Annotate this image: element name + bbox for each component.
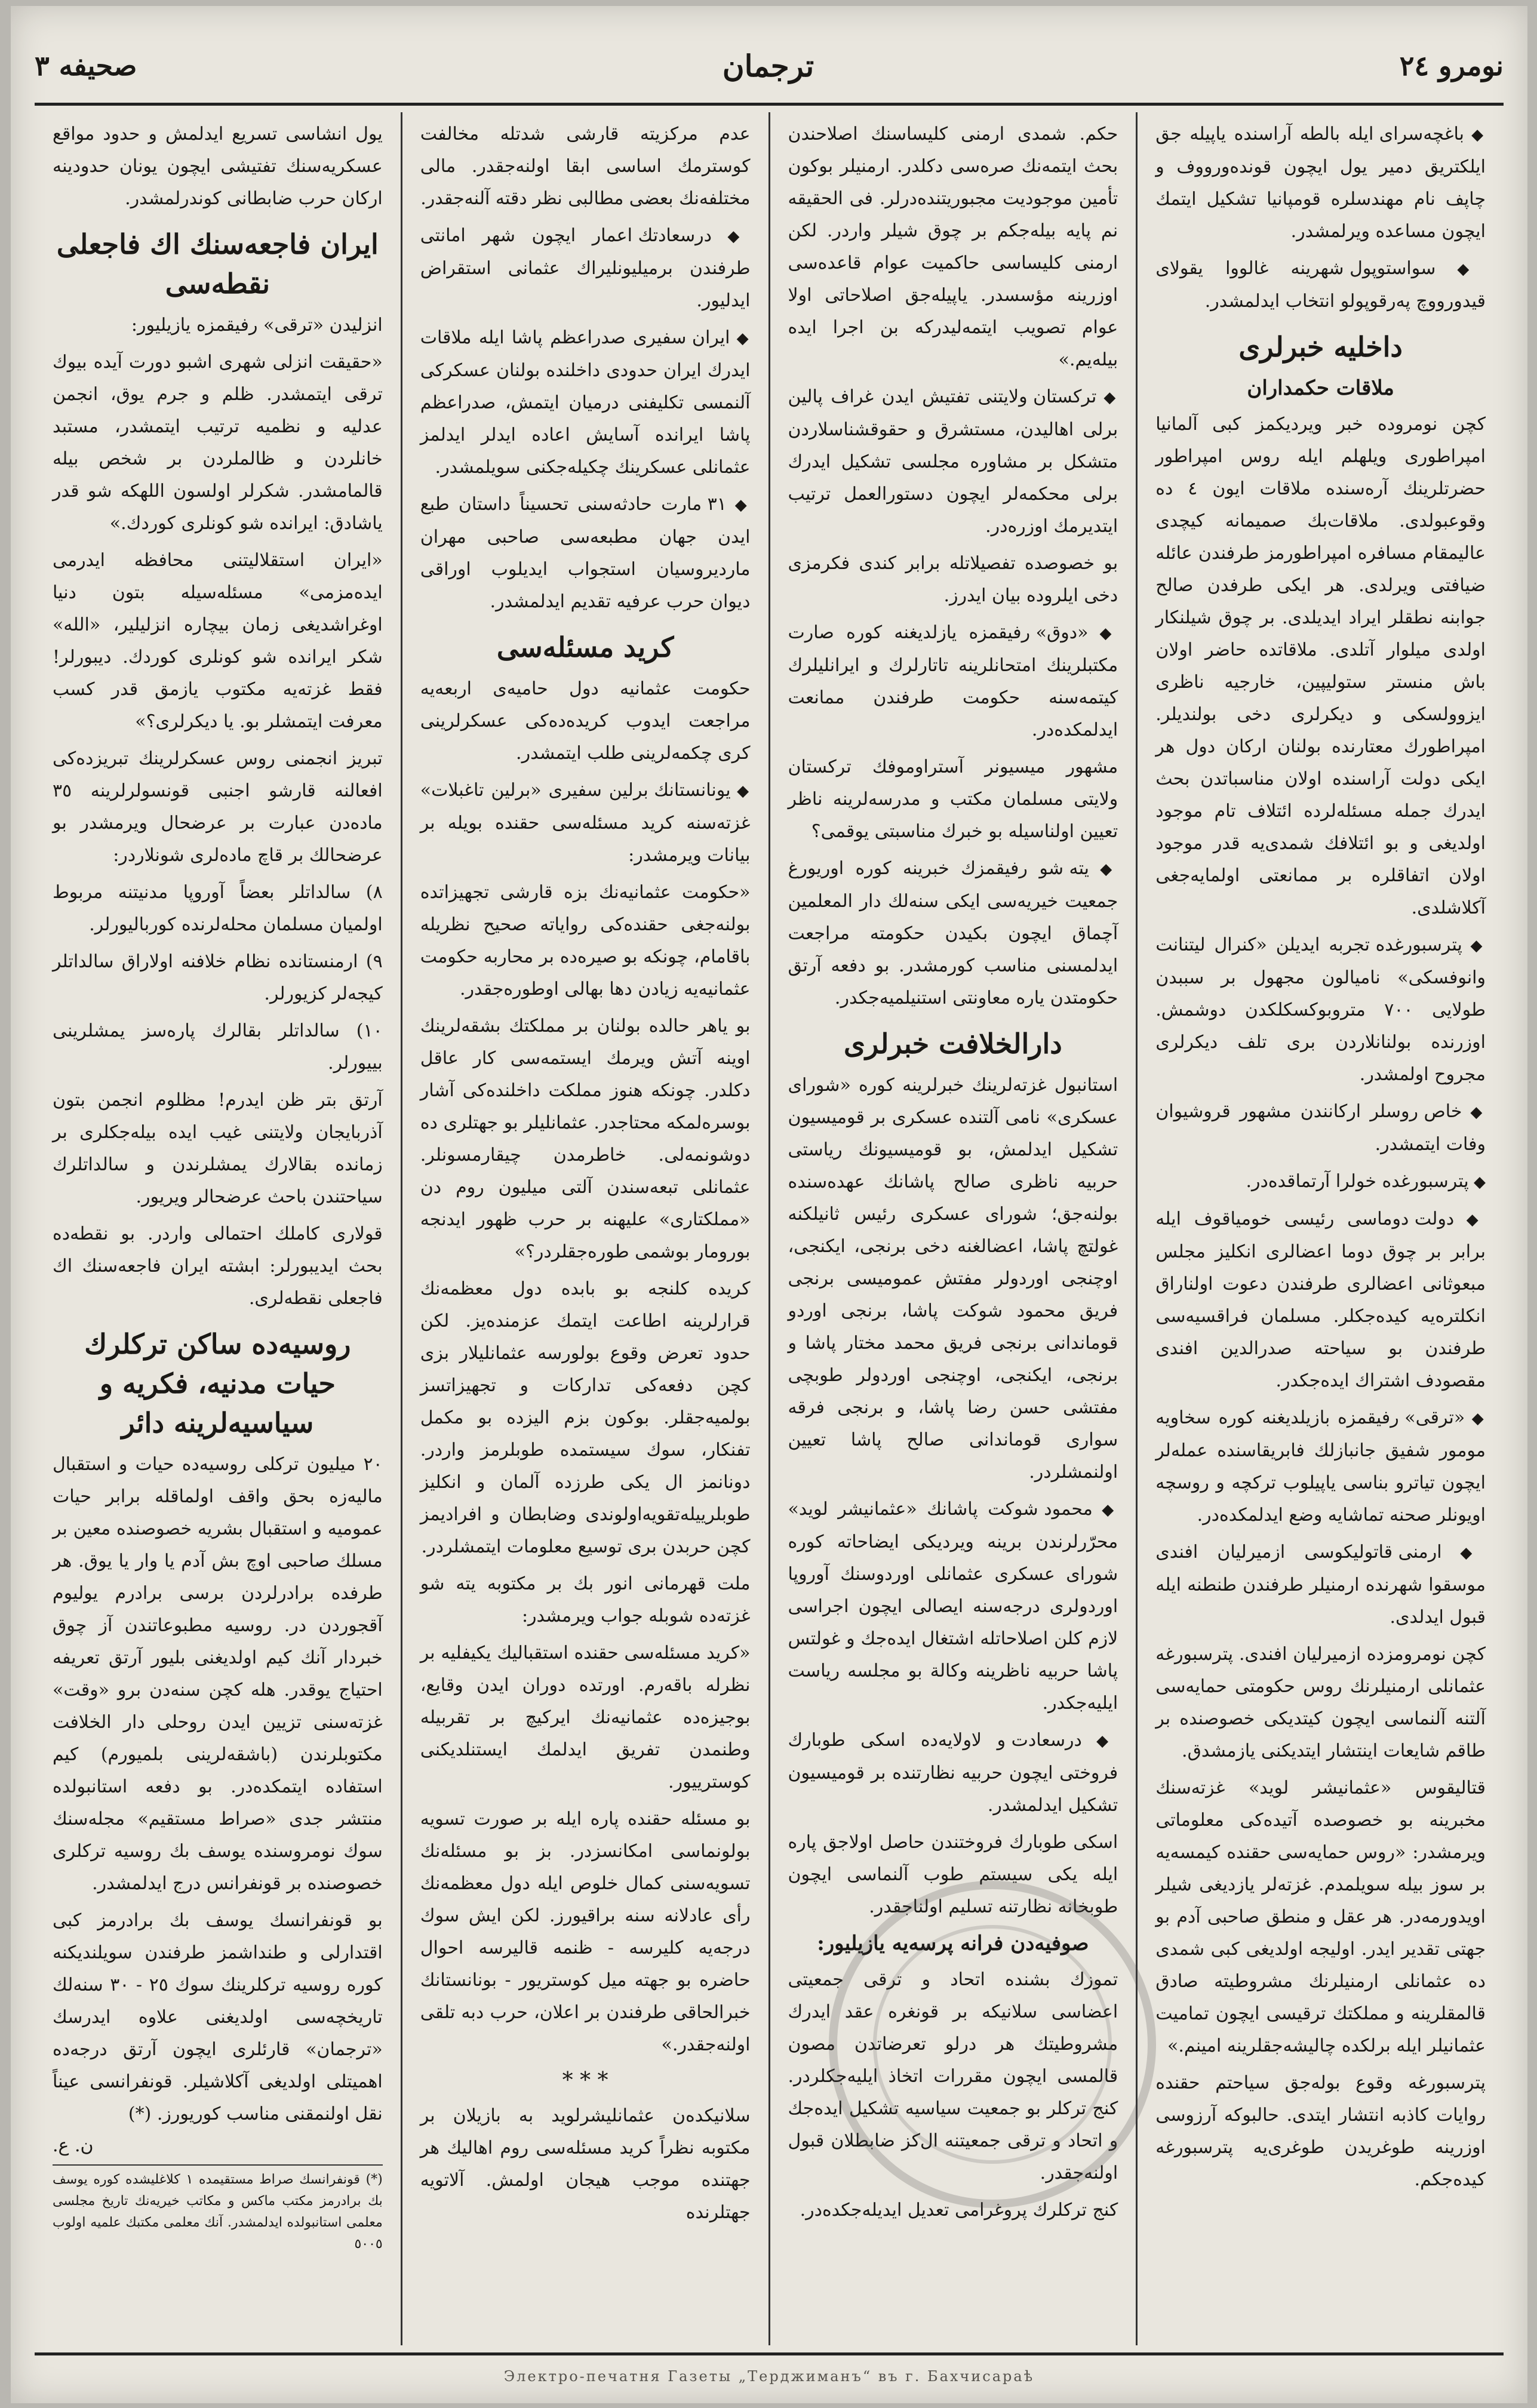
newspaper-page <box>11 6 1527 2403</box>
article-paragraph: کریده کلنجه بو بابده دول معظمه‌نك قرارلرینه اطاعت ایتمك عزمنده‌یز. لکن حدود تعرض وقوع بولورسه عثمانلیلار بزی کچن دفعه‌کی تدارکات و تجهیزاتسز بولمیه‌جقلر. بوکون بزم الیزده بو مکمل تفنکار، سوك سیستمده طوبلرمز واردر. دونانمز ال یکی طرزده آلمان و انکلیز طوبلرییله‌تقویه‌اولوندی وضابطان و افرادیمز کچن حربدن بری توسیع معلومات ایتمشلردر. <box>420 1278 751 1557</box>
column-4 <box>35 112 401 2345</box>
list-item: ١٠) سالداتلر بقالرك پارەسز یمشلرینی بییورلر. <box>53 1020 383 1074</box>
news-item: ◆ درسعادتك اعمار ایچون شهر امانتی طرفندن برمیلیونلیراك عثمانی استقراض ایدلیور. <box>420 220 751 317</box>
article-paragraph: کنج ترکلرك پروغرامی تعدیل ایدیله‌جکده‌در. <box>800 2200 1118 2221</box>
article-paragraph: تبریز انجمنی روس عسکرلرینك تبریزده‌کی افعالنه قارشو اجنبی قونسولرلرینه ٣٥ ماده‌دن عبارت بر عرضحال ویرمشدر بو عرضحالك بر قاچ ماده‌لری شونلاردر: <box>53 748 383 866</box>
article-paragraph: بو مسئله حقنده پاره ایله بر صورت تسویه بولونماسی امکانسزدر. بز بو مسئله‌نك تسویه‌سنی کمال خلوص ایله دول معظمه‌نك رأی عادلانه سنه براقیورز. لکن ایش سوك درجه‌یه کلیرسه - ظنمه قالیرسه احوال حاضره بو جهته میل کوستریور - بونانستانك خبرالحاقی طرفندن بر اعلان، حرب دبه تلقی اولنه‌جقدر.» <box>420 1809 751 2055</box>
section-heading: کرید مسئله‌سی <box>496 631 674 663</box>
article-paragraph: سلانیکده‌ن عثمانلیشرلوید بە بازیلان بر مکتوبه نظراً کرید مسئله‌سی روم اهالیك هر جهتنده موجب هیجان اولمش. آلاتویه جهتلرنده <box>420 2105 751 2223</box>
article-paragraph: قولاری کاملك احتمالی واردر. بو نقطه‌ده بحث ایدیبورلر: ابشته ایران فاجعه‌سنك اك فاجعلی نقطه‌لری. <box>53 1223 383 1309</box>
article-paragraph: استانبول غزته‌لرینك خبرلرینه کوره «شورای عسکری» نامی آلتنده عسکری بر قومیسیون تشکیل ایدلمش، بو قومیسیونك ریاستی حربیه ناظری صالح پاشانك عهده‌سنده بولنه‌جق؛ شورای عسکری رئیس ثانیلکنه غولتچ پاشا، اعضالغنه دخی برنجی، ایکنجی، اوچنجی اوردولر مفتش عمومیسی برنجی فریق محمود شوکت پاشا، برنجی اوردو قوماندانی برنجی فریق محمد مختار پاشا و برنجی، ایکنجی، اوچنجی اوردولر طوبچی مفتشی حسن رضا پاشا، و برنجی فرقه سواری قوماندانی صالح پاشا تعیین اولنمشلردر. <box>788 1075 1118 1483</box>
section-heading: داخلیه خبرلری <box>1238 331 1403 363</box>
news-item: ◆ «دوق» رفیقمزه یازلدیغنه کوره صارت مکتبلرینك امتحانلرینه تاتارلرك و ایرانلیلرك کیتمه‌سنه حکومت طرفندن ممانعت ایدلمکده‌در. <box>788 617 1118 746</box>
article-paragraph: اسکی طوبارك فروختندن حاصل اولاجق پاره ایله یکی سیستم طوب آلنماسی ایچون طوبخانه نظارتنه تسلیم اولناجقدر. <box>788 1832 1118 1917</box>
article-paragraph: قتالیقوس «عثمانیشر لوید» غزته‌سنك مخبرینه بو خصوصده آتیده‌کی معلوماتی ویرمشدر: «روس حمایه‌سی حقنده کیمسه‌یه بر سوز بیله سویلمدم. غزته‌لر یازدیغی شیلر اویدورمه‌در. هر عقل و منطق صاحبی آدم بو جهتی تقدیر ایدر. اولیجه اولدیغی کبی شمدی ده عثمانلی ارمنیلرنك مشروطیته صادق قالمقلرینه و مملکتك ترقیسی ایچون تمامیت عثمانیلر ایله برلکده چالیشه‌جقلرینه امینم.» <box>1155 1777 1486 2056</box>
article-paragraph: «حقیقت انزلی شهری اشبو دورت آیده بیوك ترقی ایتمشدر. ظلم و جرم یوق، انجمن عدلیه و نظمیه ترتیب ایتمشدر، مستبد خانلردن و ظالملردن بر شخص بیله قالمامشدر. شکرلر اولسون اللهکه شو قدر یاشادق: ایرانده شو کونلری کوردك.» <box>53 352 383 534</box>
article-paragraph: انزلیدن «ترقی» رفیقمزه یازیلیور: <box>131 315 383 336</box>
section-heading: ایران فاجعه‌سنك اك فاجعلی نقطه‌سی <box>56 228 379 300</box>
list-item: ٨) سالداتلر بعضاً آوروپا مدنیتنه مربوط اولمیان مسلمان محله‌لرنده کوربالیورلر. <box>53 882 383 935</box>
news-item: ◆ پترسبورغده خولرا آرتماقده‌در. <box>1155 1165 1486 1198</box>
subheading: ملاقات حکمداران <box>1247 376 1394 400</box>
article-paragraph: بو قونفرانسك یوسف بك برادرمز کبی اقتدارلی و طنداشمز طرفندن سویلندیکنه کوره روسیه ترکلرینك سوك ٢٥ - ٣٠ سنه‌لك تاریخچه‌سی اولدیغنی علاوه ایدرسك «ترجمان» قارئلری ایچون آرتق درجه‌ده اهمیتلی اولدیغی آکلاشیلر. قونفرانسی عیناً نقل اولنمقنی مناسب کوریورز. (*) <box>53 1910 383 2124</box>
footnote: (*) قونفرانسك صراط مستقیمده ١ کلاغلیشده کوره یوسف بك برادرمز مکتب ماکس و مکاتب خیریه‌نك تاریخ مجلسی معلمی استانبولده ایدلمشدر. آنك معلمی مکتبك علمیه اولوب ٥٠٠٥ <box>53 2164 383 2255</box>
separator-stars: * * * <box>562 2068 608 2093</box>
news-item: ◆ ٣١ مارت حادثه‌سنی تحسیناً داستان طبع ایدن جهان مطبعه‌سی صاحبی مهران ماردیروسیان استجواب ایدیلوب اوراقی دیوان حرب عرفیه تقدیم ایدلمشدر. <box>420 488 751 618</box>
news-item: ◆ یته شو رفیقمزك خبرینه کوره اوریورغ جمعیت خیریه‌سی ایکی سنه‌لك دار المعلمین آچماق ایچون بکیدن حکومته مراجعت ایدلمسنی مناسب کورمشدر. بو دفعه آرتق حکومتدن یاره معاونتی استنیلمیه‌جکدر. <box>788 853 1118 1014</box>
bottom-rule <box>35 2352 1504 2355</box>
article-paragraph: عدم مرکزیته قارشی شدتله مخالفت کوسترمك اساسی ابقا اولنه‌جقدر. مالی مختلفه‌نك بعضی مطالبی نظر دقته آلنه‌جقدر. <box>420 124 751 209</box>
article-paragraph: «ایران استقلالیتنی محافظه ایدرمی ایده‌مزمی» مسئله‌سیله بتون دنیا اوغراشدیغی زمان بیچاره انزلیلیر، «الله» شکر ایرانده شو کونلری کوردك. دیبورلر! فقط غزته‌یه مکتوب یازمق قدر کسب معرفت ایتمشلر بو. یا دیکرلری؟» <box>53 550 383 732</box>
article-paragraph: حکومت عثمانیه دول حامیه‌ی اربعه‌یه مراجعت ایدوب کریده‌ده‌کی عسکرلرینی کری چکمەلرینی طلب ایتمشدر. <box>420 678 751 764</box>
news-item: ◆ ایران سفیری صدراعظم پاشا ایله ملاقات ایدرك ایران حدودی داخلنده بولنان عسکرکی آلنمسی تکلیفنی درمیان ایتمش، صدراعظم پاشا ایرانده آسایش اعاده ایدلر ایدلمز عثمانلی عسکرینك چکیله‌جکنی سویلمشدر. <box>420 322 751 484</box>
section-heading: روسیه‌ده ساکن ترکلرك حیات مدنیه، فکریه و سیاسیه‌لرینه دائر <box>84 1328 351 1439</box>
article-paragraph: بو یاهر حالده بولنان بر مملکتك بشقه‌لرینك اوینه آتش ویرمك ایستمه‌سی کار عاقل دکلدر. چونکه هنوز مملکت داخلنده‌کی آشار بوسره‌لمکه محتاجدر. عثمانلیلر بو جهتلری ده دوشونمه‌لی. خاطرمدن چیقارمسونلر. عثمانلی تبعه‌سندن آلتی میلیون روم دن «مملکتاری» علیهنه بر حرب ظهور ایدنجه بورومار بوشمی طوره‌جقلردر؟» <box>420 1016 751 1262</box>
news-item: ◆ پترسبورغده تجربه ایدیلن «کنرال لیتنانت وانوفسکی» نامیالون مجهول بر سببدن طولایی ٧٠٠ متروبوکسکلکدن دوشمش. اوزرنده بولنانلاردن بری تلف دیکرلری مجروح اولمشدر. <box>1155 929 1486 1091</box>
article-paragraph: ملت قهرمانی انور بك بر مکتوبه یته شو غزته‌ده شوبله جواب ویرمشدر: <box>420 1573 751 1626</box>
article-paragraph: بو خصوصده تفصیلاتله برابر کندی فکرمزی دخی ایلروده بیان ایدرز. <box>788 553 1118 606</box>
article-paragraph: ٢٠ میلیون ترکلی روسیه‌ده حیات و استقبال مالیه‌زه بحق واقف اولماقله برابر حیات عمومیه و استقبال بشریه خصوصنده معین بر مسلك صاحبی اوچ بش آدم یا وار یا یوق. هر طرفده برادرلردن برسی برادرم یولیوم آقجوردن در. روسیه مطبوعاتندن آز چوق خبردار آنك کیم اولدیغنی بلیور آرتق تعریفه احتیاج یوقدر. هله کچن سنه‌دن برو «وقت» غزته‌سنی تزیین ایدن روحلی دار الخلافت مکتوبلرندن (باشقه‌لرینی بلمیورم) کیم استفاده ایتمکده‌در. بو دفعه استانبولده منتشر جدی «صراط مستقیم» مجله‌سنك سوك نومروسنده یوسف بك روسیه ترکلری خصوصنده بر قونفرانس درج ایدلمشدر. <box>53 1454 383 1894</box>
news-item: ◆ سواستوپول شهرینه غالووا یقولای قیدورووچ پەرقوپولو انتخاب ایدلمشدر. <box>1155 253 1486 318</box>
column-1 <box>1136 112 1504 2345</box>
author-signature: ن. ع. <box>53 2135 94 2156</box>
newspaper-title: ترجمان <box>722 48 814 84</box>
news-item: ◆ باغچه‌سرای ایله بالطه آراسنده یاپیله جق ایلکتریق دمیر یول ایچون قونده‌ورووف و چاپف نام مهندسلره قومپانیا تشکیل ایتمك ایچون مساعده ویرلمشدر. <box>1155 118 1486 248</box>
list-item: ٩) ارمنستانده نظام خلافنه اولاراق سالداتلر کیجه‌لر کزیورلر. <box>53 951 383 1004</box>
article-paragraph: پترسبورغه وقوع بوله‌جق سیاحتم حقنده روایات کاذبه انتشار ایتدی. حالبوکه آرزوسی اوزرینه طوغریدن طوغری‌یه پترسبورغه کیده‌جکم. <box>1155 2072 1486 2190</box>
article-paragraph: کچن نومرومزده ازمیرلیان افندی. پترسبورغه عثمانلی ارمنیلرنك روس حکومتی حمایه‌سی آلتنه آلنماسی ایچون کیتدیکی خصوصنده بر طاقم شایعات اینتشار ایتدیکنی یازمشدق. <box>1155 1644 1486 1761</box>
news-item: ◆ دولت دوماسی رئیسی خومیاقوف ایله برابر بر چوق دوما اعضالری انکلیز مجلس مبعوثانی اعضالری طرفندن دعوت اولناراق انکلترەیه کیده‌جکلر. مسلمان فراقسیه‌سی طرفندن بو سیاحته صدرالدین افندی مقصودف اشتراك ایده‌جکدر. <box>1155 1203 1486 1397</box>
news-item: ◆ خاص روسلر ارکانندن مشهور قروشیوان وفات ایتمشدر. <box>1155 1096 1486 1161</box>
library-stamp-icon <box>829 1881 1156 2208</box>
news-item: ◆ «ترقی» رفیقمزه بازیلدیغنه کوره سخاویه مومور شفیق جانبازلك فابریقاسنده عمله‌لر ایچون تیاترو بناسی یاپیلوب ترکچه و روسچه اویونلر صحنه تماشایه وضع ایدلمکده‌در. <box>1155 1402 1486 1531</box>
article-paragraph: یول انشاسی تسریع ایدلمش و حدود مواقع عسکریه‌سنك تفتیشی ایچون یونان حدودینه ارکان حرب ضابطانی کوندرلمشدر. <box>53 124 383 209</box>
news-item: ◆ ارمنی قاتولیکوسی ازمیرلیان افندی موسقوا شهرنده ارمنیلر طرفندن طنطنه ایله قبول ایدلدی. <box>1155 1536 1486 1634</box>
issue-number: نومرو ٢٤ <box>1399 50 1504 82</box>
section-heading: دارالخلافت خبرلری <box>844 1028 1062 1060</box>
article-paragraph: حکم. شمدی ارمنی کلیساسنك اصلاحندن بحث ایتمه‌نك صرەسی دکلدر. ارمنیلر بوکون تأمین موجودیت مجبوریتنده‌درلر. فی الحقیقه نم پایه بیله‌جکم بر چوق شیلر واردر. لکن ارمنی کلیساسی حاکمیت عوام قاعده‌سی اوزرینه مؤسسدر. یاپیله‌جق اصلاحاتی اولا عوام تصویب ایتمه‌لیدرکه بن اجرا ایده بیله‌یم.» <box>788 124 1118 370</box>
masthead <box>35 30 1504 102</box>
news-item: ◆ درسعادت و لاولایه‌ده اسکی طوبارك فروختی ایچون حربیه نظارتنده بر قومیسیون تشکیل ایدلمشدر. <box>788 1724 1118 1822</box>
article-paragraph: تموزك بشنده اتحاد و ترقی جمعیتی اعضاسی سلانیکه بر قونغره عقد ایدرك مشروطیتك هر درلو تعرضاتدن مصون قالمسی ایچون مقررات اتخاذ ایلیه‌جکلردر. کنج ترکلر بو جمعیت سیاسیه تشکیل ایده‌جك و اتحاد و ترقی جمعیتنه ال‌کز ضابطلان قبول اولنه‌جقدر. <box>788 1969 1118 2184</box>
top-rule <box>35 103 1504 106</box>
article-paragraph: آرتق بتر ظن ایدرم! مظلوم انجمن بتون آذربایجان ولایتنی غیب ایده بیله‌جکلری بر زمانده بقالارك یمشلرندن و سالداتلرك سیاحتندن باحث عرضحالر ویریور. <box>53 1090 383 1207</box>
subheading: صوفیه‌دن فرانه پرسه‌یه یازیلیور: <box>817 1932 1089 1955</box>
article-paragraph: کچن نومروده خبر ویردیکمز کبی آلمانیا امپراطوری ویلهلم ایله روس امپراطور حضرتلرینك آرەسنده ملاقات ایون ٤ ده وقوعبولدی. ملاقات‌بك صمیمانه کیچدی عالیمقام مسافره امپراطورمز طرفندن عائله ضیافتی ویرلدی. هر ایکی طرفدن صالح جوابنه نطقلر ایراد ایدیلدی. بر چوق شیلنکار اولدی میلوار آتلدی. ملاقاتده حاضر اولان باش منستر ستولیپین، خارجیه ناظری ایزوولسکی و دیکرلری دخی بولندیلر. امپراطورك معتارنده بولنان ارکان دول هر ایکی دولت آراسنده اولان مناسباتدن بحث ایدرك جمله مسئله‌لرده ائتلاف تام موجود اولدیغی و بو ائتلافك شمدی‌یه قدر موجود اولان اتفاقلره بر ممانعتی اولمایه‌جغی آکلاشلدی. <box>1155 414 1486 918</box>
article-paragraph: «کرید مسئله‌سی حقنده استقبالیك یکیفلیه بر نظرله باقه‌رم. اورتده دوران ایدن وقایع، بوجیزه‌ده عثمانیه‌نك ایرکیچ بر تقربیله وطنمدن تفریق ایدلمك ایستنلدیکنی کوسترییور. <box>420 1643 751 1792</box>
article-paragraph: «حکومت عثمانیه‌نك بزه قارشی تجهیزاتده بولنه‌جغی حقنده‌کی روایاته صحیح نظریله باقامام، چونکه بو صیره‌ده بر محاربه حکومت عثمانیه‌یه زیادن دها بهالی اوطوره‌جقدر. <box>420 882 751 1000</box>
column-3 <box>401 112 768 2345</box>
printer-imprint: Электро-печатня Газеты „Терджиманъ“ въ г. Бахчисараѣ <box>503 2368 1035 2385</box>
news-item: ◆ محمود شوکت پاشانك «عثمانیشر لوید» محرّرلرندن برینه ویردیکی ایضاحاته کوره شورای عسکری عثمانلی اوردوسنك آوروپا اوردولری درجه‌سنه ایصالی ایچون اجراسی لازم کلن اصلاحاتله اشتغال ایده‌جك و غولتس پاشا حربیه ناظرینه وکالة بو مجلسه ریاست ایلیه‌جکدر. <box>788 1493 1118 1720</box>
article-paragraph: مشهور میسیونر آستراوموفك ترکستان ولایتی مسلمان مکتب و مدرسه‌لرینه ناظر تعیین اولناسیله بو خبرك مناسبتی یوقمی؟ <box>788 756 1118 842</box>
news-item: ◆ یونانستانك برلین سفیری «برلین تاغبلات» غزته‌سنه کرید مسئله‌سی حقنده بویله بر بیانات ویرمشدر: <box>420 774 751 872</box>
page-number: صحيفه ٣ <box>35 50 137 82</box>
columns <box>35 112 1504 2345</box>
news-item: ◆ ترکستان ولایتنی تفتیش ایدن غراف پالین برلی اهالیدن، مستشرق و حقوقشناسلاردن متشکل بر مشاوره مجلسی تشکیل ایدرك برلی محکمه‌لر ایچون دستورالعمل ترتیب ایتدیرمك اوزره‌در. <box>788 381 1118 543</box>
